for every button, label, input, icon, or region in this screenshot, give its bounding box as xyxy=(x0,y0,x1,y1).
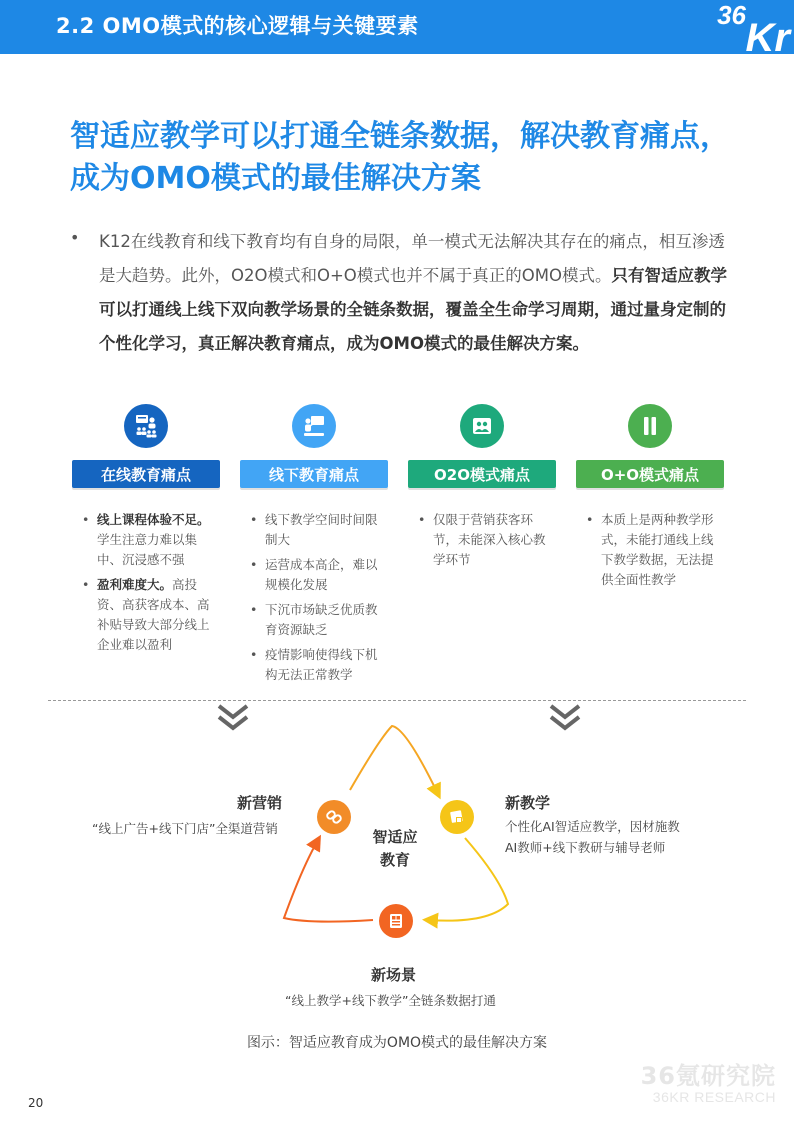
scene-text: “线上教学+线下教学”全链条数据打通 xyxy=(285,993,496,1008)
dashboard-icon xyxy=(379,904,413,938)
pain-column-offline xyxy=(240,404,388,690)
list-item xyxy=(82,575,220,655)
section-title: 2.2 OMO模式的核心逻辑与关键要素 xyxy=(56,14,419,38)
pain-label-o2o: O2O模式痛点 xyxy=(408,460,556,488)
dashed-divider xyxy=(48,700,746,701)
list-item-text: 本质上是两种教学形式，未能打通线上线下教学数据，无法提供全面性教学 xyxy=(601,512,714,587)
list-item xyxy=(586,510,724,590)
intro-bullet: • xyxy=(70,228,80,247)
teacher-board-icon xyxy=(292,404,336,448)
intro-text-bold: 只有智适应教学可以打通线上线下双向教学场景的全链条数据，覆盖全生命学习周期，通过量身定制的个性化学习，真正解决教育痛点，成为OMO模式的最佳解决方案。 xyxy=(99,266,727,353)
list-item xyxy=(250,510,388,550)
pain-column-online xyxy=(72,404,220,660)
cycle-center-line2: 教育 xyxy=(379,851,410,869)
double-chevron-down-icon xyxy=(215,702,251,734)
teaching-title: 新教学 xyxy=(505,794,551,812)
list-item xyxy=(250,645,388,685)
teaching-line1: 个性化AI智适应教学，因材施教 xyxy=(505,819,680,834)
pain-list-offline xyxy=(240,510,388,685)
brand-logo-letters: Kr xyxy=(745,16,790,60)
scene-title: 新场景 xyxy=(371,966,417,984)
picture-icon xyxy=(460,404,504,448)
watermark-cn: 36氪研究院 xyxy=(640,1062,776,1090)
list-item-text: 运营成本高企，难以规模化发展 xyxy=(265,557,378,592)
list-item xyxy=(418,510,556,570)
marketing-title: 新营销 xyxy=(237,794,283,812)
pain-column-oplus xyxy=(576,404,724,595)
arrow-teaching-to-scene xyxy=(428,838,508,921)
arrow-marketing-to-teaching xyxy=(350,726,438,794)
teaching-text xyxy=(505,816,680,858)
intro-paragraph xyxy=(99,225,731,361)
pain-list-online xyxy=(72,510,220,655)
bookmark-icon xyxy=(440,800,474,834)
list-item xyxy=(250,600,388,640)
list-item-bold: 线上课程体验不足。 xyxy=(97,512,210,527)
list-item xyxy=(82,510,220,570)
pause-icon xyxy=(628,404,672,448)
header-bar xyxy=(0,0,794,60)
brand-logo-number: 36 xyxy=(717,0,746,30)
pain-label-oplus: O+O模式痛点 xyxy=(576,460,724,488)
intro-text: K12在线教育和线下教育均有自身的局限，单一模式无法解决其存在的痛点，相互渗透是大趋势。此外，O2O模式和O+O模式也并不属于真正的OMO模式。 xyxy=(99,232,725,285)
main-title: 智适应教学可以打通全链条数据，解决教育痛点，成为OMO模式的最佳解决方案 xyxy=(70,119,730,196)
arrow-scene-to-marketing xyxy=(284,840,373,922)
link-icon xyxy=(317,800,351,834)
double-chevron-down-icon xyxy=(547,702,583,734)
cycle-center-line1: 智适应 xyxy=(372,828,418,846)
pain-column-o2o xyxy=(408,404,556,575)
list-item-bold: 盈利难度大。 xyxy=(97,577,173,592)
list-item-text: 线下教学空间时间限制大 xyxy=(265,512,378,547)
figure-caption: 图示：智适应教育成为OMO模式的最佳解决方案 xyxy=(246,1035,548,1051)
list-item-text: 学生注意力难以集中、沉浸感不强 xyxy=(97,532,198,567)
page-number: 20 xyxy=(28,1096,44,1110)
list-item-text: 疫情影响使得线下机构无法正常教学 xyxy=(265,647,378,682)
pain-list-o2o xyxy=(408,510,556,570)
list-item-text: 高投资、高获客成本、高补贴导致大部分线上企业难以盈利 xyxy=(97,577,210,652)
marketing-text: “线上广告+线下门店”全渠道营销 xyxy=(92,821,278,836)
list-item-text: 下沉市场缺乏优质教育资源缺乏 xyxy=(265,602,378,637)
online-classroom-icon xyxy=(124,404,168,448)
pain-label-offline: 线下教育痛点 xyxy=(240,460,388,488)
watermark-en: 36KR RESEARCH xyxy=(652,1089,776,1105)
pain-list-oplus xyxy=(576,510,724,590)
cycle-center-label xyxy=(362,826,428,872)
pain-label-online: 在线教育痛点 xyxy=(72,460,220,488)
list-item xyxy=(250,555,388,595)
teaching-line2: AI教师+线下教研与辅导老师 xyxy=(505,840,666,855)
list-item-text: 仅限于营销获客环节，未能深入核心教学环节 xyxy=(433,512,546,567)
